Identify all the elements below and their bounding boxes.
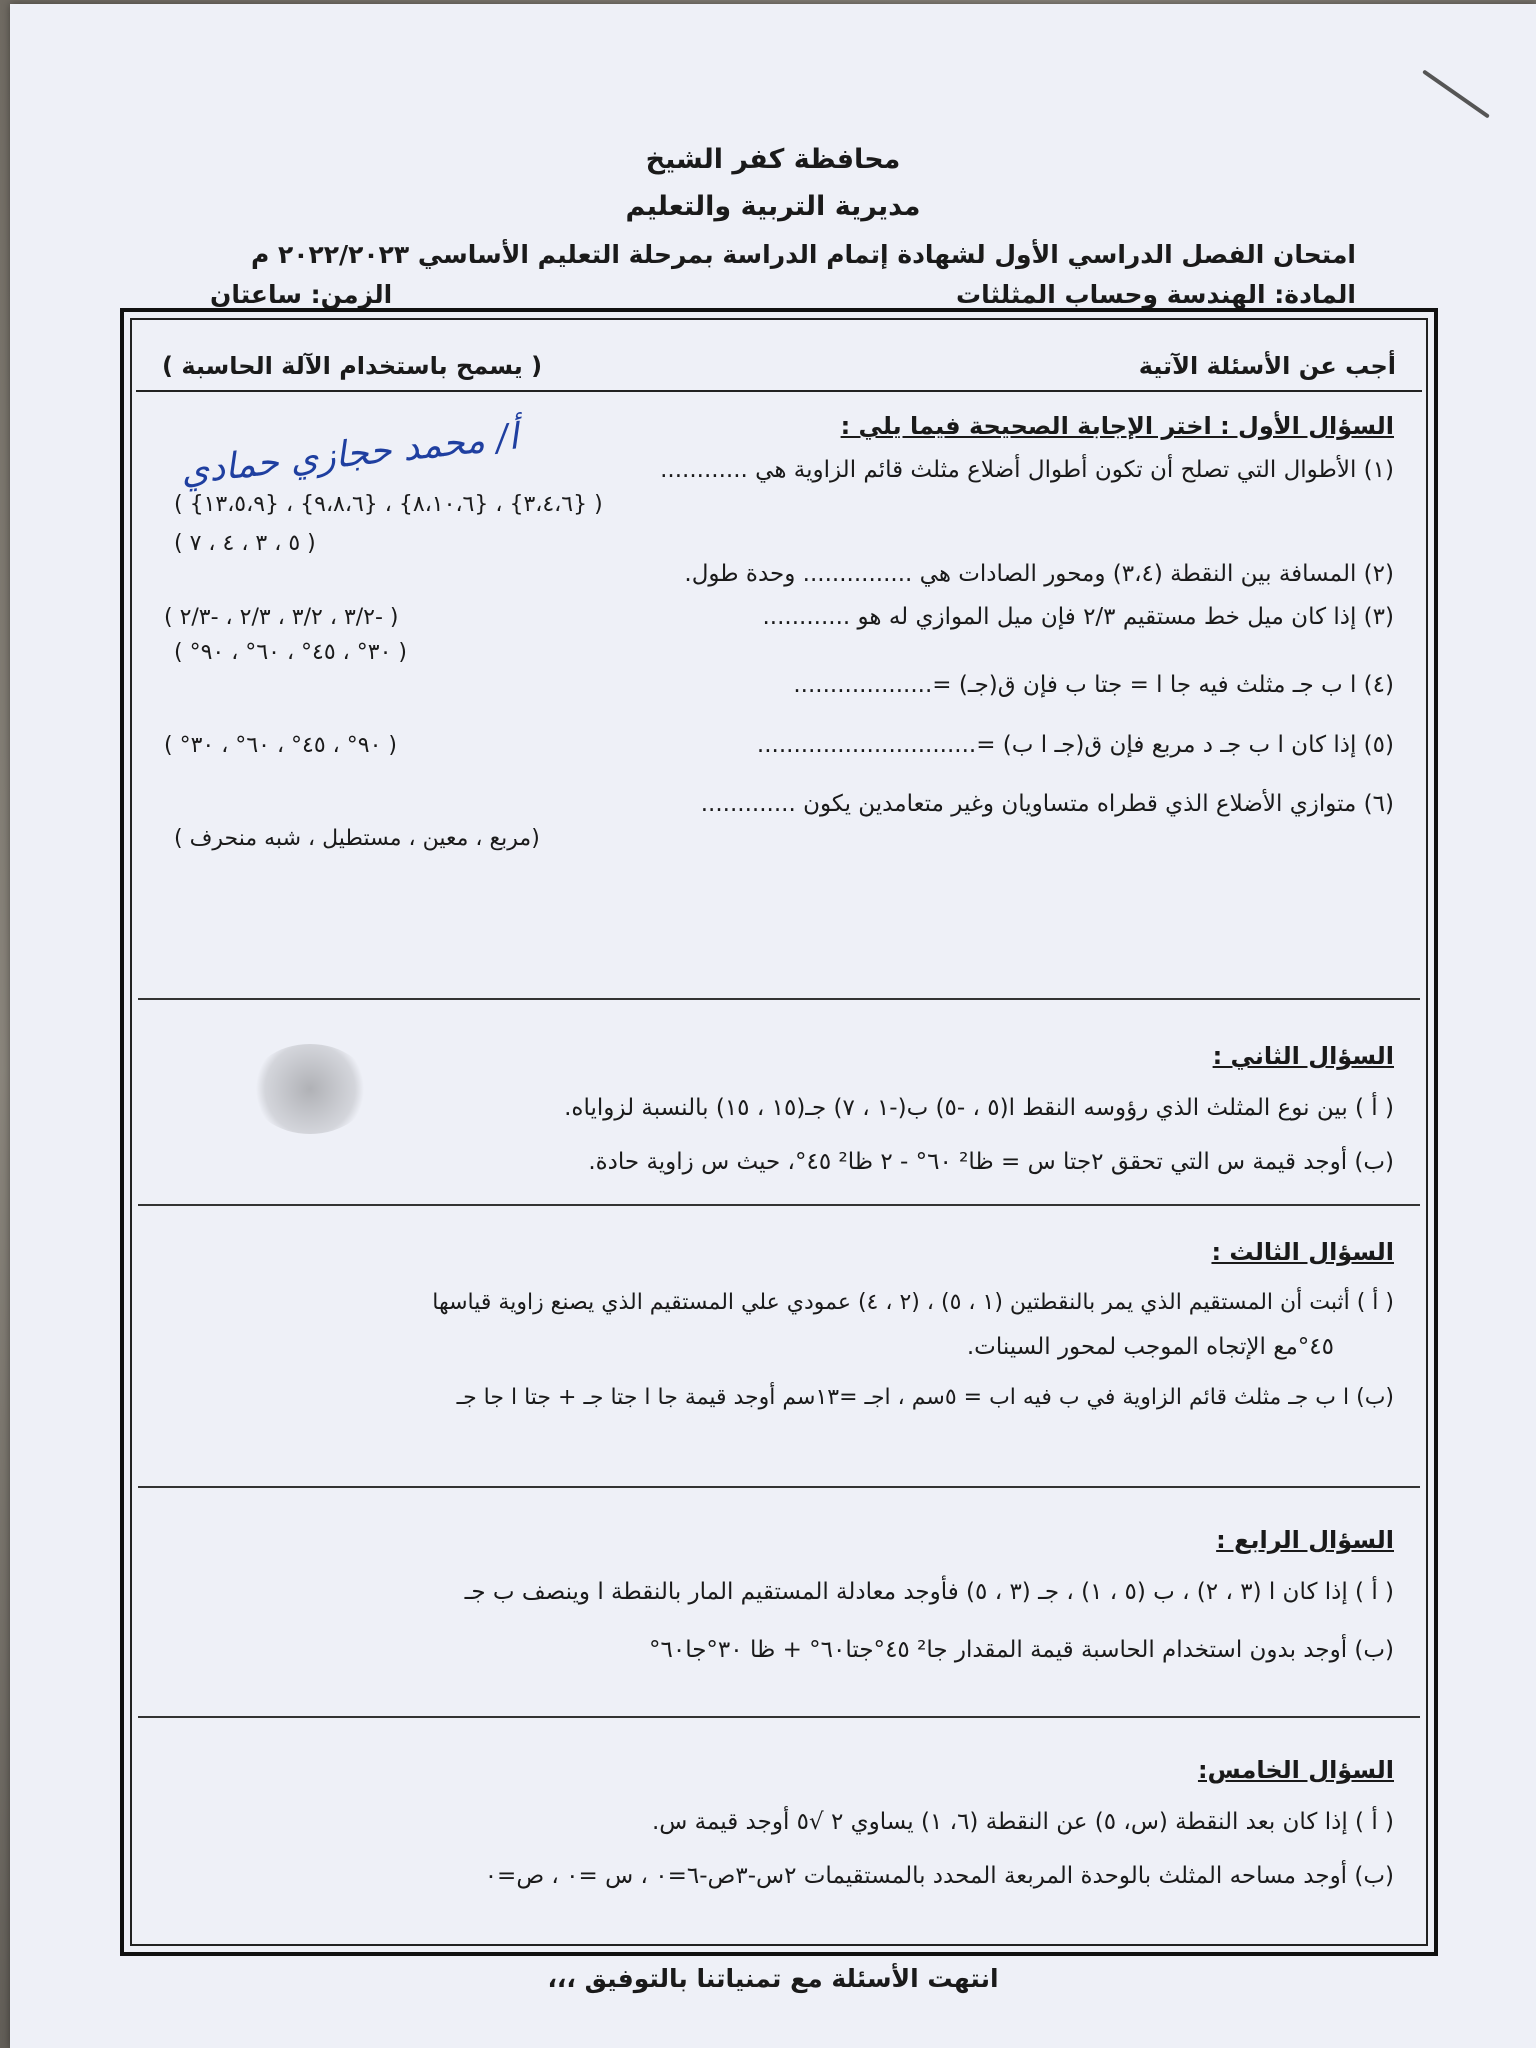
calculator-note: ( يسمح باستخدام الآلة الحاسبة ) — [162, 352, 543, 380]
instructions-row — [136, 342, 1422, 392]
q5-part-a: ( أ ) إذا كان بعد النقطة (س، ٥) عن النقطة (٦، ١) يساوي ٢ √٥ أوجد قيمة س. — [651, 1809, 1394, 1835]
q1-item-6: (٦) متوازي الأضلاع الذي قطراه متساويان وغير متعامدين يكون ............. — [700, 790, 1394, 817]
question-4-title: السؤال الرابع : — [1216, 1526, 1394, 1554]
time-label: الزمن: ساعتان — [210, 280, 393, 309]
answer-instruction: أجب عن الأسئلة الآتية — [1138, 352, 1396, 380]
subject-row — [210, 280, 1356, 309]
q1-item-3-row — [164, 604, 1394, 630]
question-1 — [138, 394, 1420, 1000]
subject-label: المادة: الهندسة وحساب المثلثات — [956, 280, 1356, 309]
q1-item-4-options: ( ٣٠° ، ٤٥° ، ٦٠° ، ٩٠° ) — [174, 640, 407, 666]
question-4 — [138, 1490, 1420, 1718]
q3-part-b: (ب) ا ب جـ مثلث قائم الزاوية في ب فيه اب = ٥سم ، اجـ =١٣سم أوجد قيمة جا ا جتا جـ + جتا ا جا جـ — [456, 1384, 1394, 1410]
q2-part-b: (ب) أوجد قيمة س التي تحقق ٢جتا س = ظا² ٦٠° - ٢ ظا² ٤٥°، حيث س زاوية حادة. — [588, 1149, 1394, 1176]
question-2-title: السؤال الثاني : — [1212, 1042, 1394, 1070]
q1-item-2-options: ( ٥ ، ٣ ، ٤ ، ٧ ) — [174, 531, 316, 557]
q3-part-a-line1: ( أ ) أثبت أن المستقيم الذي يمر بالنقطتين (١ ، ٥) ، (٢ ، ٤) عمودي علي المستقيم الذي يصنع زاوية قياسها — [432, 1290, 1394, 1315]
ink-stamp — [250, 1044, 370, 1134]
q1-item-1: (١) الأطوال التي تصلح أن تكون أطوال أضلاع مثلث قائم الزاوية هي ............ — [660, 457, 1394, 483]
question-3 — [138, 1208, 1420, 1488]
handwritten-signature: أ/ محمد حجازي حمادي — [178, 416, 521, 493]
paper-crease — [1422, 69, 1490, 118]
q3-part-a-line2: ٤٥°مع الإتجاه الموجب لمحور السينات. — [966, 1333, 1334, 1360]
question-5-title: السؤال الخامس: — [1197, 1756, 1394, 1784]
q1-item-6-options: (مربع ، معين ، مستطيل ، شبه منحرف ) — [174, 825, 540, 851]
directorate-title: مديرية التربية والتعليم — [625, 191, 921, 222]
q1-item-3: (٣) إذا كان ميل خط مستقيم ٢/٣ فإن ميل الموازي له هو ............ — [762, 604, 1394, 631]
question-1-title: السؤال الأول : اختر الإجابة الصحيحة فيما يلي : — [840, 412, 1394, 440]
exam-title: امتحان الفصل الدراسي الأول لشهادة إتمام الدراسة بمرحلة التعليم الأساسي ٢٠٢٢/٢٠٢٣ م — [250, 240, 1356, 269]
closing-note: انتهت الأسئلة مع تمنياتنا بالتوفيق ،،، — [547, 1964, 999, 1993]
exam-sheet — [10, 4, 1536, 2048]
q5-part-b: (ب) أوجد مساحه المثلث بالوحدة المربعة المحدد بالمستقيمات ٢س-٣ص-٦=٠ ، س =٠ ، ص=٠ — [484, 1863, 1394, 1890]
exam-header — [10, 144, 1536, 222]
exam-title-row — [210, 240, 1356, 269]
q4-part-b: (ب) أوجد بدون استخدام الحاسبة قيمة المقدار جا² ٤٥°جتا٦٠° + ظا ٣٠°جا٦٠° — [648, 1637, 1394, 1664]
q1-item-3-options: ( -٣/٢ ، ٣/٢ ، ٢/٣ ، -٢/٣ ) — [164, 605, 399, 631]
q1-item-5-options: ( ٩٠° ، ٤٥° ، ٦٠° ، ٣٠° ) — [164, 732, 397, 758]
question-3-title: السؤال الثالث : — [1211, 1238, 1394, 1266]
q1-item-4: (٤) ا ب جـ مثلث فيه جا ا = جتا ب فإن ق(جـ) =................... — [793, 672, 1394, 699]
question-5 — [138, 1720, 1420, 1940]
q2-part-a: ( أ ) بين نوع المثلث الذي رؤوسه النقط ا(٥ ، -٥) ب(-١ ، ٧) جـ(١٥ ، ١٥) بالنسبة لزواياه. — [564, 1095, 1394, 1121]
q1-item-1-options: ( {٣،٤،٦} ، {٨،١٠،٦} ، {٩،٨،٦} ، {١٣،٥،٩} ) — [174, 492, 603, 518]
q1-item-5-row — [164, 732, 1394, 758]
q4-part-a: ( أ ) إذا كان ا (٣ ، ٢) ، ب (٥ ، ١) ، جـ (٣ ، ٥) فأوجد معادلة المستقيم المار بالنقطة ا وينصف ب جـ — [464, 1579, 1394, 1605]
q1-item-2: (٢) المسافة بين النقطة (٣،٤) ومحور الصادات هي ............... وحدة طول. — [684, 561, 1394, 588]
q1-item-5: (٥) إذا كان ا ب جـ د مربع فإن ق(جـ ا ب) =.............................. — [756, 731, 1394, 758]
governorate-title: محافظة كفر الشيخ — [645, 144, 901, 175]
